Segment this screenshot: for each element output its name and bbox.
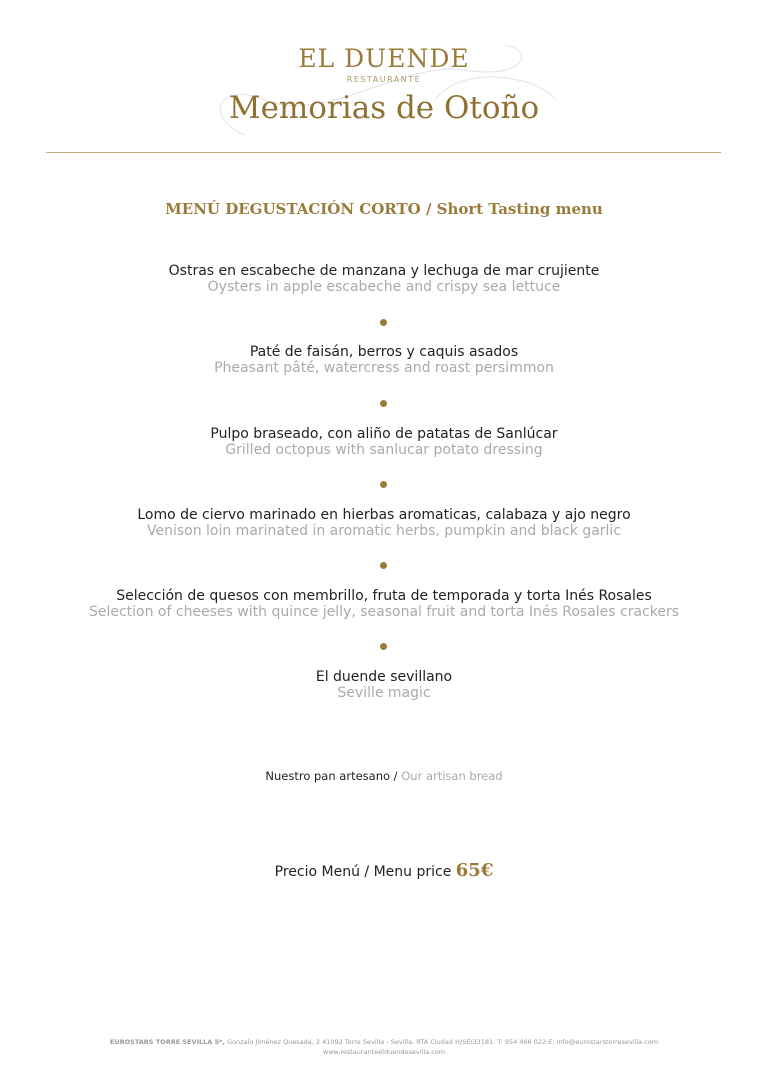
course-name-en: Selection of cheeses with quince jelly, seasonal fruit and torta Inés Rosales crackers	[88, 604, 680, 620]
footer-address-text: Gonzalo Jiménez Quesada, 2 41092 Torre Sevilla - Sevilla. RTA Ciudad H/SE/33181. T: 954 466 022 E: info@eurostarstorresevilla.com	[224, 1038, 659, 1046]
course-name-en: Pheasant pâté, watercress and roast persimmon	[214, 360, 554, 376]
bread-en: Our artisan bread	[401, 769, 503, 783]
course-name-es: Pulpo braseado, con aliño de patatas de Sanlúcar	[210, 426, 558, 442]
course-name-en: Seville magic	[337, 685, 431, 701]
course-item	[0, 507, 768, 539]
restaurant-subtitle: RESTAURANTE	[346, 75, 422, 84]
course-name-es: Ostras en escabeche de manzana y lechuga de mar crujiente	[168, 263, 600, 279]
course-item	[0, 426, 768, 458]
price-label: Precio Menú / Menu price	[274, 864, 456, 880]
footer-hotel: EUROSTARS TORRE SEVILLA 5*,	[109, 1038, 225, 1046]
course-item	[0, 263, 768, 295]
footer-address	[0, 1038, 768, 1046]
separator-dot-icon	[380, 400, 387, 407]
separator-dot-icon	[380, 319, 387, 326]
course-item	[0, 588, 768, 620]
course-name-en: Venison loin marinated in aromatic herbs, pumpkin and black garlic	[146, 523, 622, 539]
course-name-en: Grilled octopus with sanlucar potato dressing	[225, 442, 543, 458]
bread-note	[0, 769, 768, 783]
price-value: 65€	[455, 860, 494, 881]
course-name-es: Paté de faisán, berros y caquis asados	[249, 344, 519, 360]
menu-heading: MENÚ DEGUSTACIÓN CORTO / Short Tasting menu	[165, 200, 603, 218]
course-item	[0, 344, 768, 376]
menu-price	[0, 860, 768, 881]
course-name-es: Lomo de ciervo marinado en hierbas aromaticas, calabaza y ajo negro	[137, 507, 631, 523]
restaurant-logo: EL DUENDE	[298, 44, 470, 73]
page-title: Memorias de Otoño	[228, 90, 540, 126]
course-name-es: Selección de quesos con membrillo, fruta de temporada y torta Inés Rosales	[116, 588, 652, 604]
bread-es: Nuestro pan artesano /	[265, 769, 402, 783]
separator-dot-icon	[380, 562, 387, 569]
separator-dot-icon	[380, 643, 387, 650]
footer-website[interactable]: www.restauranteelduendesevilla.com	[322, 1048, 446, 1056]
separator-dot-icon	[380, 481, 387, 488]
course-name-en: Oysters in apple escabeche and crispy sea lettuce	[207, 279, 561, 295]
divider	[46, 152, 721, 153]
course-item	[0, 669, 768, 701]
course-name-es: El duende sevillano	[315, 669, 453, 685]
